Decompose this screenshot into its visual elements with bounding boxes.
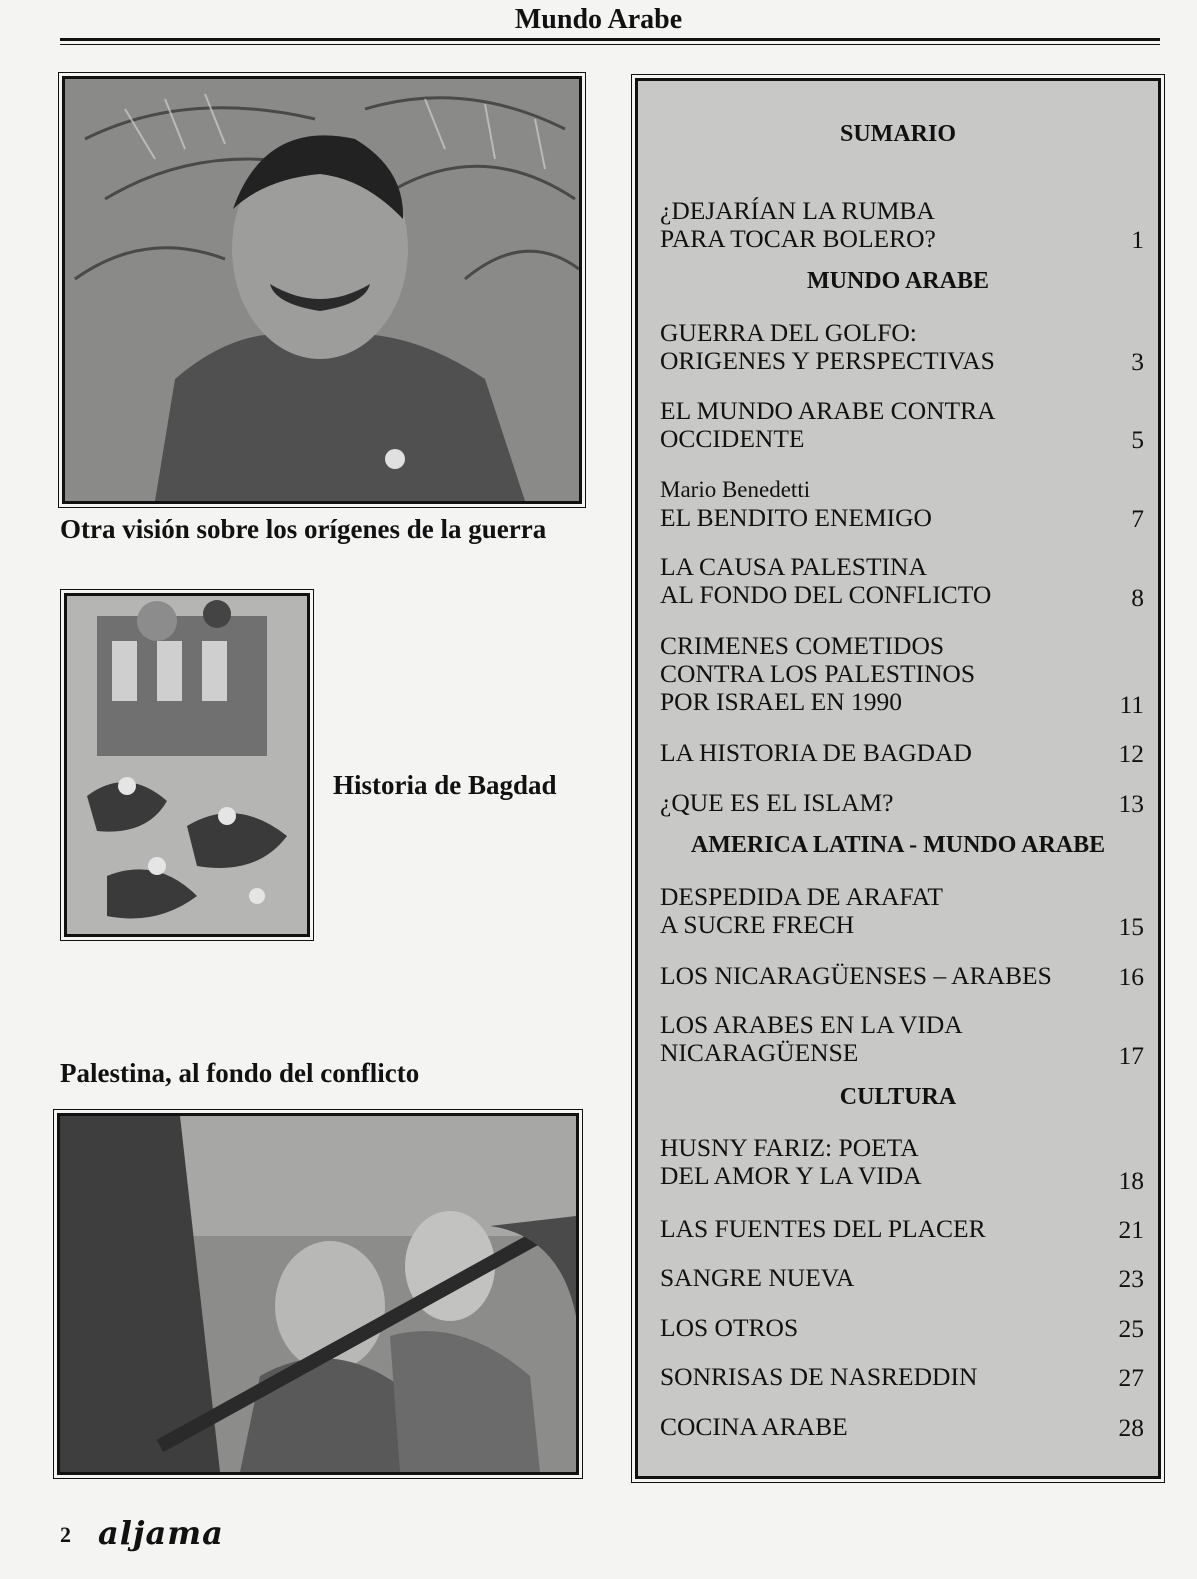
toc-entry-line: A SUCRE FRECH (660, 910, 855, 939)
footer-magazine-logo: aljama (98, 1514, 224, 1552)
toc-entry-line: PARA TOCAR BOLERO? (660, 224, 936, 253)
toc-page-number: 12 (1118, 739, 1144, 768)
toc-entry-line: AL FONDO DEL CONFLICTO (660, 580, 992, 609)
toc-page-number: 15 (1118, 912, 1144, 941)
toc-entry-line: EL MUNDO ARABE CONTRA (660, 396, 996, 425)
toc-entry-line: CONTRA LOS PALESTINOS (660, 659, 976, 688)
toc-page-number: 23 (1118, 1264, 1144, 1293)
toc-entry (660, 1215, 1100, 1243)
toc-entry-line: SANGRE NUEVA (660, 1263, 855, 1292)
header-rule-thin (60, 44, 1160, 45)
toc-entry-line: LA CAUSA PALESTINA (660, 552, 927, 581)
table-of-contents-box (635, 78, 1161, 1479)
toc-entry-line: ¿QUE ES EL ISLAM? (660, 788, 894, 817)
toc-entry-line: LA HISTORIA DE BAGDAD (660, 738, 972, 767)
toc-page-number: 5 (1131, 425, 1144, 454)
toc-entry-author: Mario Benedetti (660, 477, 811, 502)
toc-section-heading: CULTURA (839, 1084, 957, 1110)
toc-page-number: 27 (1118, 1363, 1144, 1392)
toc-entry-line: DESPEDIDA DE ARAFAT (660, 882, 943, 911)
toc-entry-line: OCCIDENTE (660, 424, 805, 453)
toc-entry-line: SONRISAS DE NASREDDIN (660, 1362, 978, 1391)
toc-section-heading: AMERICA LATINA - MUNDO ARABE (690, 832, 1106, 858)
toc-entry (660, 553, 1100, 609)
miniature-painting-photo (64, 593, 310, 937)
toc-entry (660, 476, 1100, 532)
toc-entry-line: POR ISRAEL EN 1990 (660, 687, 903, 716)
toc-entry-line: CRIMENES COMETIDOS (660, 631, 945, 660)
toc-entry-line: DEL AMOR Y LA VIDA (660, 1161, 922, 1190)
toc-entry (660, 1134, 1100, 1190)
toc-entry-line: GUERRA DEL GOLFO: (660, 318, 917, 347)
toc-entry (660, 739, 1100, 767)
caption-origins: Otra visión sobre los orígenes de la guerra (60, 514, 547, 544)
toc-entry (660, 789, 1100, 817)
toc-entry (660, 1363, 1100, 1391)
toc-entry-line: LOS OTROS (660, 1313, 799, 1342)
toc-page-number: 18 (1118, 1166, 1144, 1195)
toc-entry (660, 1011, 1100, 1067)
toc-entry (660, 1314, 1100, 1342)
toc-entry (660, 397, 1100, 453)
header-rule-thick (60, 38, 1160, 41)
toc-entry (660, 1264, 1100, 1292)
toc-entry-line: ORIGENES Y PERSPECTIVAS (660, 346, 995, 375)
toc-page-number: 16 (1118, 962, 1144, 991)
toc-page-number: 28 (1118, 1413, 1144, 1442)
toc-page-number: 3 (1131, 347, 1144, 376)
toc-entry-line: LOS NICARAGÜENSES – ARABES (660, 961, 1052, 990)
toc-page-number: 8 (1131, 583, 1144, 612)
toc-page-number: 13 (1118, 789, 1144, 818)
toc-page-number: 7 (1131, 504, 1144, 533)
toc-entry-line: NICARAGÜENSE (660, 1038, 859, 1067)
toc-entry (660, 632, 1100, 716)
toc-entry (660, 319, 1100, 375)
caption-palestine: Palestina, al fondo del conflicto (60, 1058, 420, 1088)
confrontation-photo (57, 1113, 579, 1475)
toc-entry-line: ¿DEJARÍAN LA RUMBA (660, 196, 935, 225)
toc-page-number: 17 (1118, 1041, 1144, 1070)
section-header-title: Mundo Arabe (514, 4, 683, 35)
toc-entry (660, 197, 1100, 253)
toc-entry-line: HUSNY FARIZ: POETA (660, 1133, 919, 1162)
toc-section-heading: MUNDO ARABE (806, 268, 989, 294)
portrait-photo (62, 76, 582, 504)
footer-page-number: 2 (60, 1522, 71, 1547)
toc-page-number: 21 (1118, 1215, 1144, 1244)
toc-entry (660, 1413, 1100, 1441)
toc-page-number: 25 (1118, 1314, 1144, 1343)
toc-page-number: 11 (1119, 690, 1144, 719)
toc-page-number: 1 (1131, 225, 1144, 254)
toc-entry-line: COCINA ARABE (660, 1412, 848, 1441)
toc-entry-line: EL BENDITO ENEMIGO (660, 503, 932, 532)
toc-entry-line: LAS FUENTES DEL PLACER (660, 1214, 986, 1243)
toc-entry (660, 883, 1100, 939)
toc-title: SUMARIO (839, 121, 956, 147)
caption-baghdad: Historia de Bagdad (333, 770, 557, 800)
toc-entry (660, 962, 1100, 990)
toc-entry-line: LOS ARABES EN LA VIDA (660, 1010, 963, 1039)
